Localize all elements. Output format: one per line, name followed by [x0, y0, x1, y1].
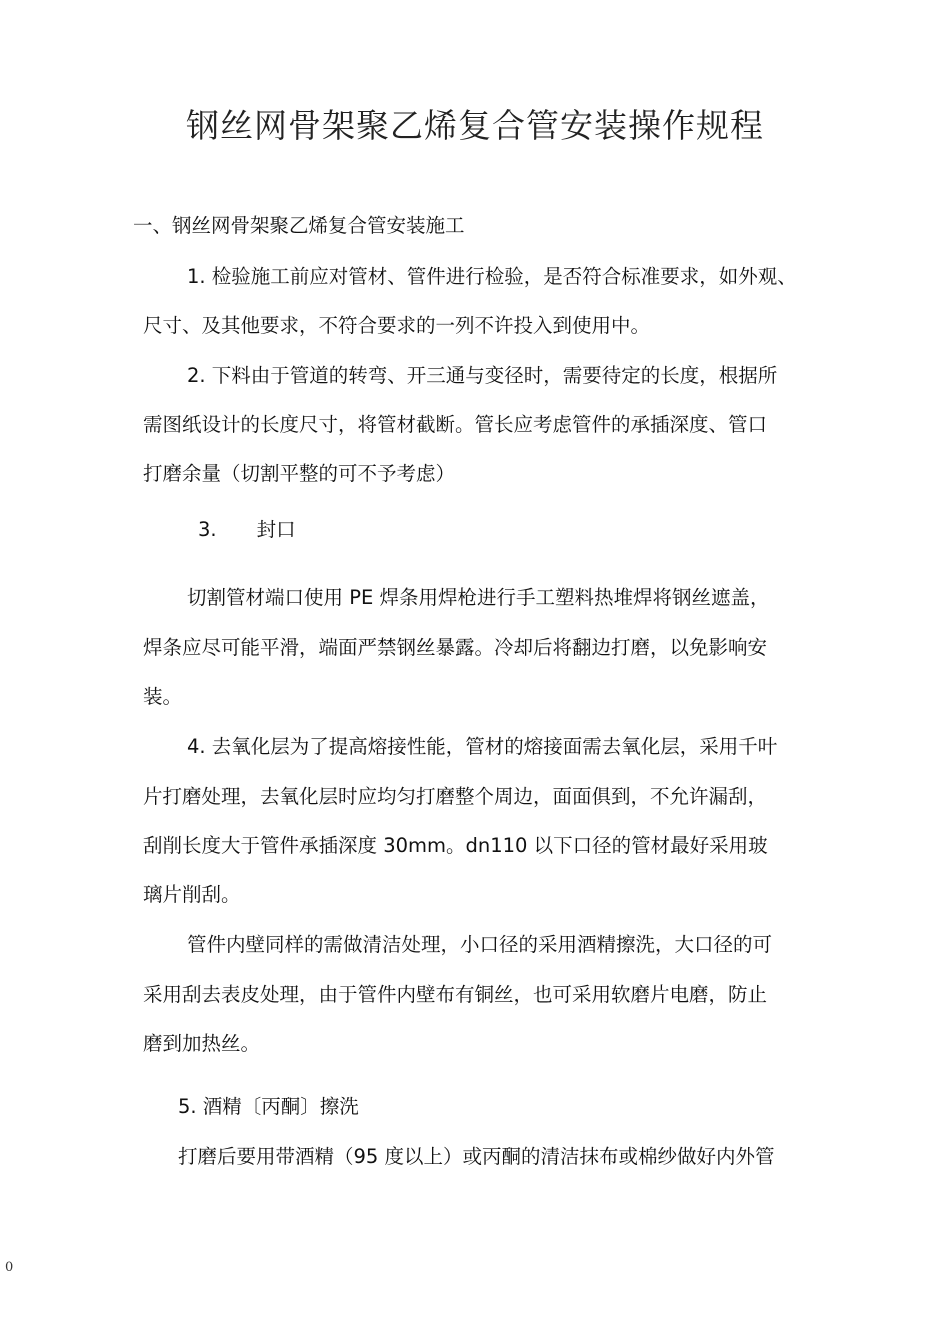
fitting-line1: 管件内壁同样的需做清洁处理，小口径的采用酒精擦洗，大口径的可 [187, 933, 773, 956]
item3-heading-line [198, 518, 296, 542]
item4-line4: 璃片削刮。 [143, 883, 241, 906]
section-heading: 一、钢丝网骨架聚乙烯复合管安装施工 [133, 214, 465, 237]
item4-line2: 片打磨处理，去氧化层时应均匀打磨整个周边，面面俱到，不允许漏刮， [143, 785, 768, 808]
document-title: 钢丝网骨架聚乙烯复合管安装操作规程 [186, 106, 764, 145]
item1-line2: 尺寸、及其他要求，不符合要求的一列不许投入到使用中。 [143, 314, 651, 337]
item4-line3: 刮削长度大于管件承插深度 30mm。dn110 以下口径的管材最好采用玻 [143, 834, 768, 857]
item3-heading: 封口 [256, 518, 296, 541]
item3-number: 3. [198, 518, 217, 541]
fitting-line2: 采用刮去表皮处理，由于管件内壁布有铜丝，也可采用软磨片电磨，防止 [143, 983, 768, 1006]
item5-heading: 5. 酒精〔丙酮〕擦洗 [178, 1095, 359, 1118]
item2-line3: 打磨余量（切割平整的可不予考虑） [143, 462, 456, 485]
item2-line1: 2. 下料由于管道的转弯、开三通与变径时，需要待定的长度，根据所 [187, 364, 778, 387]
item3-body-line1: 切割管材端口使用 PE 焊条用焊枪进行手工塑料热堆焊将钢丝遮盖， [187, 586, 770, 609]
item3-body-line2: 焊条应尽可能平滑，端面严禁钢丝暴露。冷却后将翻边打磨，以免影响安 [143, 636, 768, 659]
item3-body-line3: 装。 [143, 685, 183, 708]
fitting-line3: 磨到加热丝。 [143, 1032, 261, 1055]
item4-line1: 4. 去氧化层为了提高熔接性能，管材的熔接面需去氧化层，采用千叶 [187, 735, 778, 758]
page-number: 0 [5, 1260, 14, 1275]
item2-line2: 需图纸设计的长度尺寸，将管材截断。管长应考虑管件的承插深度、管口 [143, 413, 768, 436]
item1-line1: 1. 检验施工前应对管材、管件进行检验，是否符合标准要求，如外观、 [187, 265, 797, 288]
item5-body-line1: 打磨后要用带酒精（95 度以上）或丙酮的清洁抹布或棉纱做好内外管 [178, 1145, 775, 1168]
